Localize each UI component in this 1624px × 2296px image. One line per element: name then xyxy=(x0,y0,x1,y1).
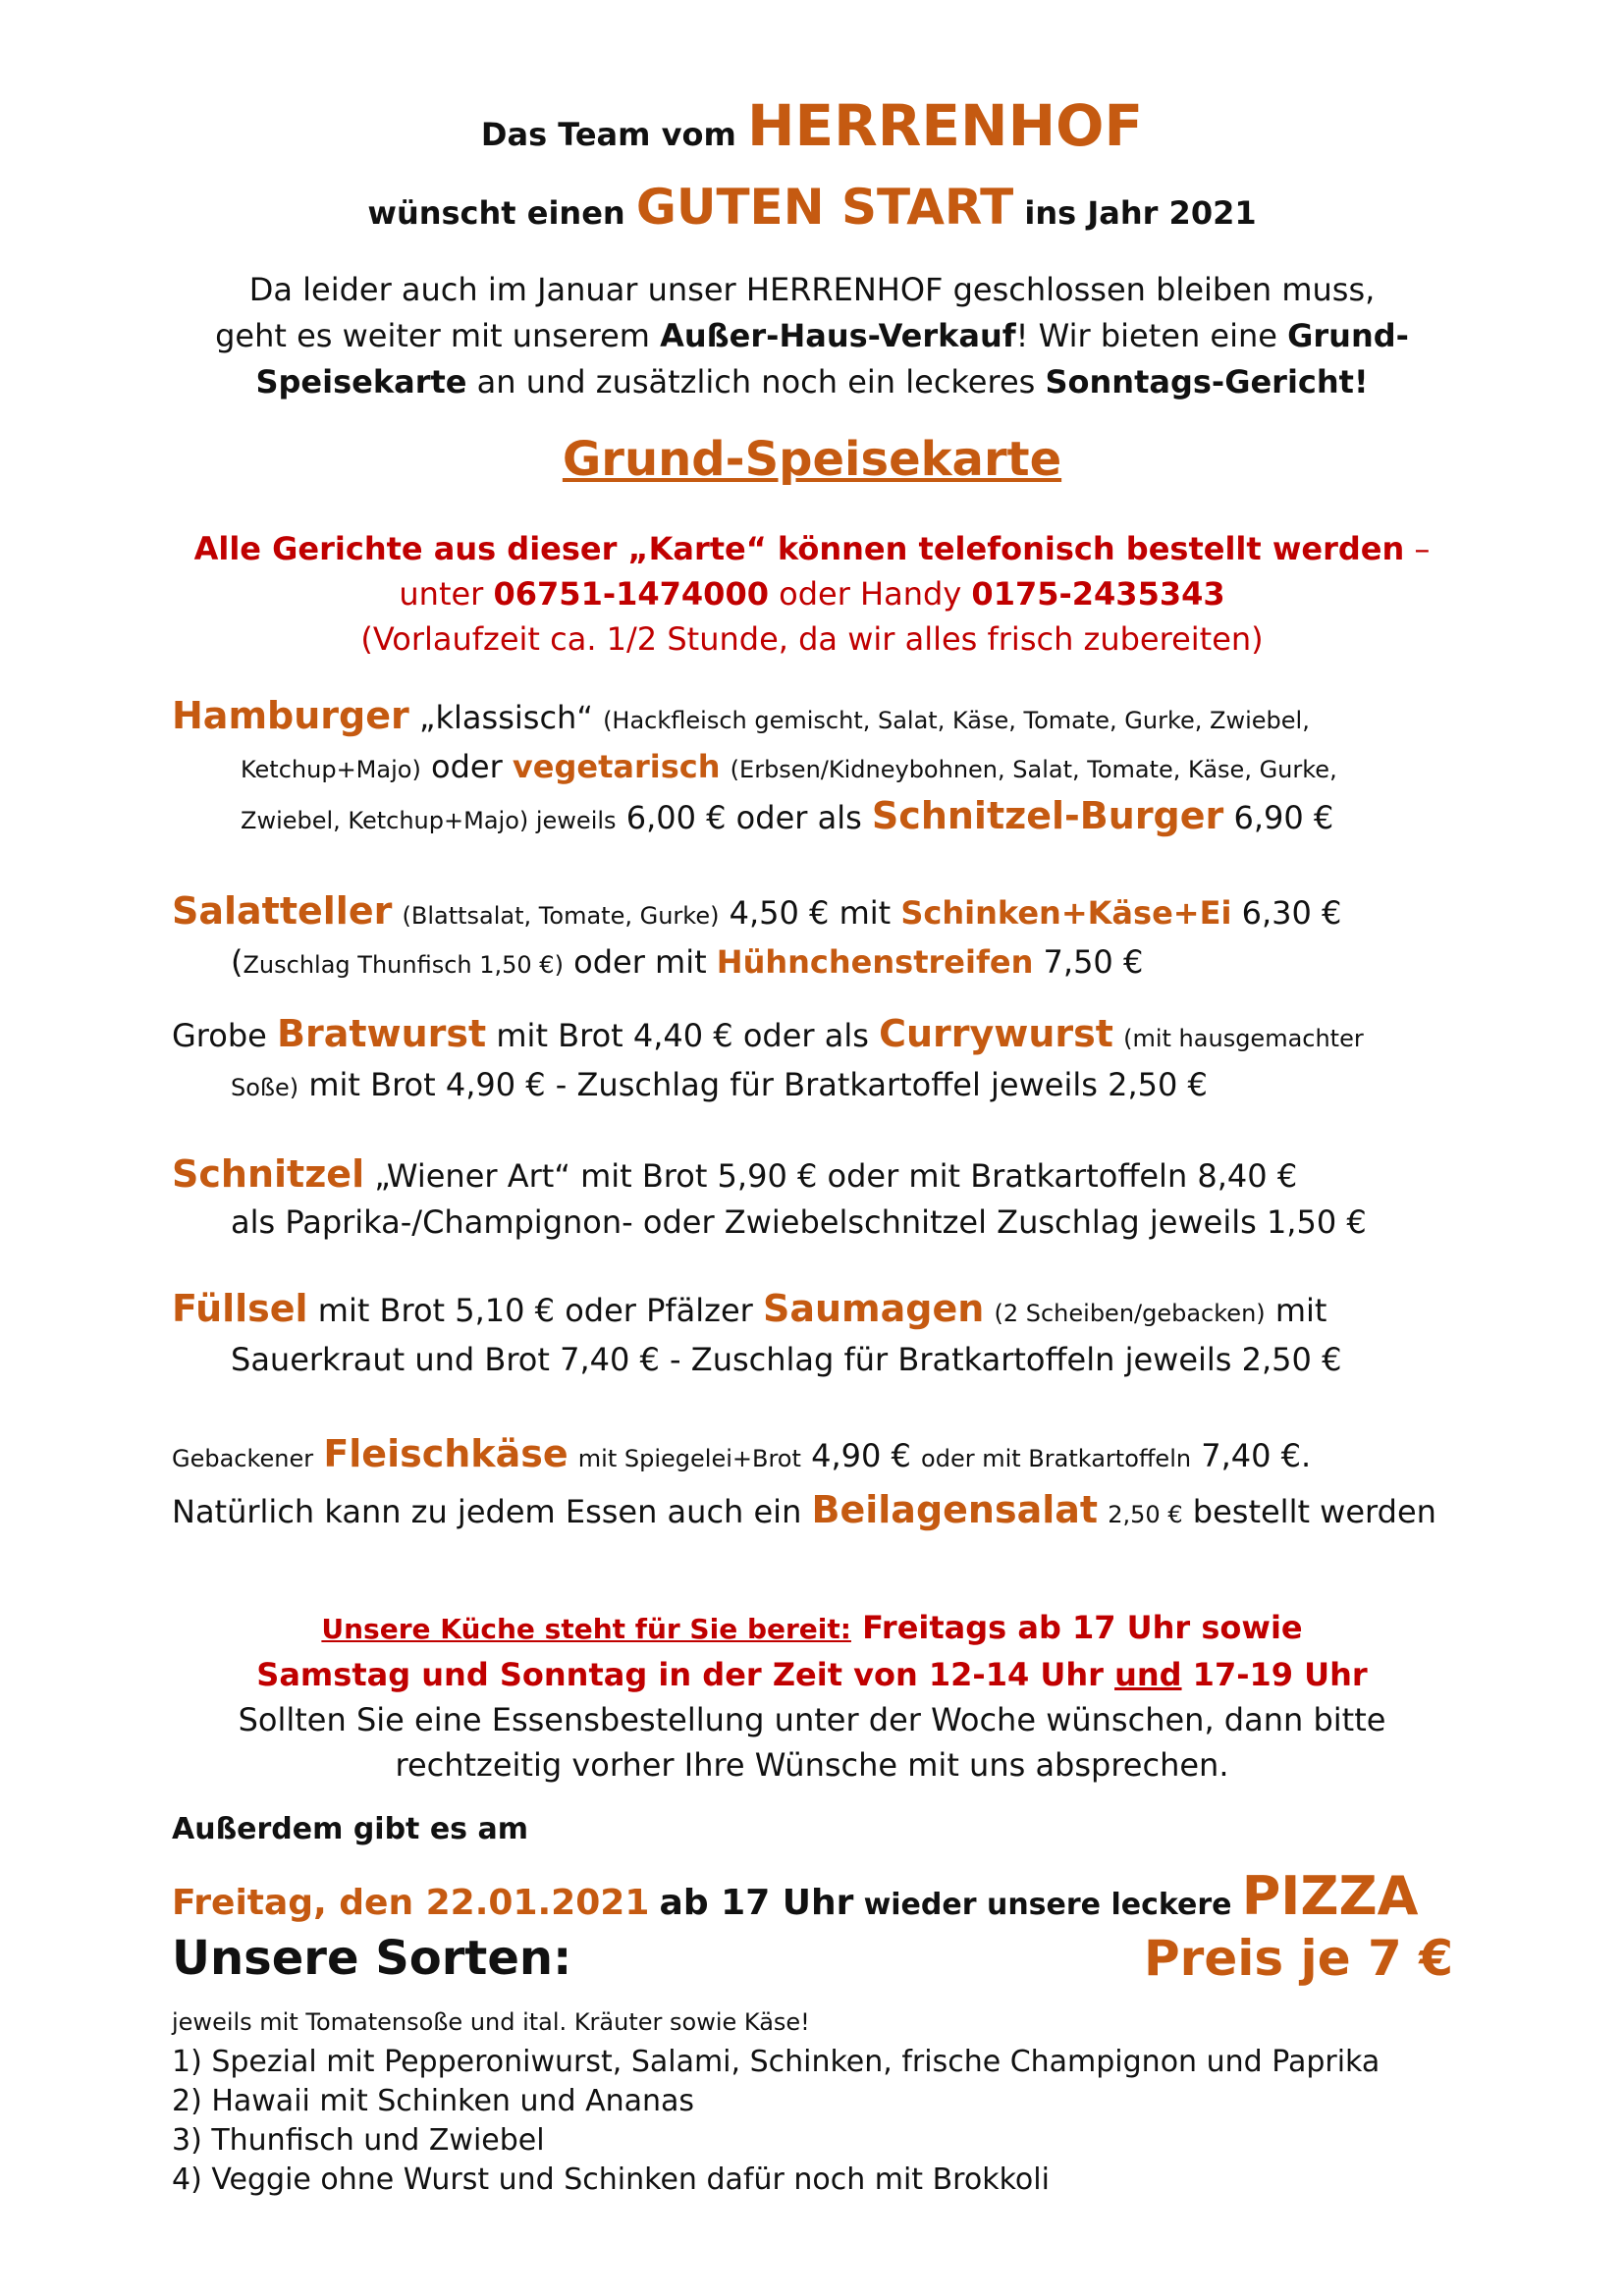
item-detail: 2,50 € xyxy=(1108,1501,1183,1528)
item-line: als Paprika-/Champignon- oder Zwiebelschnitzel Zuschlag jeweils 1,50 € xyxy=(231,1203,1367,1241)
item-detail: Ketchup+Majo) xyxy=(241,756,421,783)
item-name: Hamburger xyxy=(172,694,409,737)
pizza-sorts-title: Unsere Sorten: xyxy=(172,1931,572,1986)
hours-line-2 xyxy=(0,1652,1624,1697)
hours-line-1 xyxy=(0,1605,1624,1652)
pizza-item: 2) Hawaii mit Schinken und Ananas xyxy=(172,2084,695,2118)
order-text: Alle Gerichte aus dieser „Karte“ können telefonisch bestellt werden xyxy=(193,530,1405,567)
greeting-post: ins Jahr 2021 xyxy=(1024,194,1257,232)
item-price: 6,90 € xyxy=(1233,799,1334,836)
pizza-list xyxy=(172,2043,1507,2200)
item-name: Fleischkäse xyxy=(323,1432,568,1475)
intro-bold: Sonntags-Gericht! xyxy=(1045,363,1369,400)
pizza-text: wieder unsere leckere xyxy=(863,1888,1232,1922)
item-line xyxy=(172,1062,1488,1111)
mobile-number: 0175-2435343 xyxy=(971,575,1225,613)
menu-item-bratwurst xyxy=(172,1011,1488,1111)
item-price: 6,30 € xyxy=(1241,894,1342,932)
item-text: oder mit xyxy=(573,943,707,981)
item-text: „klassisch“ xyxy=(418,699,593,736)
header-pre: Das Team vom xyxy=(480,116,736,153)
item-detail: Soße) xyxy=(231,1074,299,1101)
intro-bold: Außer-Haus-Verkauf xyxy=(660,317,1016,354)
pizza-section xyxy=(172,1806,1507,2200)
restaurant-name: HERRENHOF xyxy=(746,92,1144,159)
item-detail: (2 Scheiben/gebacken) xyxy=(994,1300,1266,1327)
item-line: Sauerkraut und Brot 7,40 € - Zuschlag für Bratkartoffeln jeweils 2,50 € xyxy=(231,1341,1342,1378)
intro xyxy=(0,267,1624,405)
order-dash: – xyxy=(1414,530,1431,567)
menu-title-wrap xyxy=(0,432,1624,487)
item-price: mit Brot 5,10 € oder Pfälzer xyxy=(317,1292,753,1329)
pizza-item: 1) Spezial mit Pepperoniwurst, Salami, Schinken, frische Champignon und Paprika xyxy=(172,2045,1380,2079)
item-price: 4,50 € mit xyxy=(729,894,892,932)
menu-item-hamburger xyxy=(172,693,1488,844)
intro-line-1: Da leider auch im Januar unser HERRENHOF geschlossen bleiben muss, xyxy=(248,271,1376,308)
item-name: Bratwurst xyxy=(277,1012,487,1055)
order-text: unter xyxy=(399,575,484,613)
intro-line-3 xyxy=(0,359,1624,405)
intro-line-2 xyxy=(0,313,1624,359)
item-detail: Zwiebel, Ketchup+Majo) jeweils xyxy=(241,807,617,834)
item-price: 6,00 € oder als xyxy=(625,799,862,836)
item-highlight: vegetarisch xyxy=(512,748,721,785)
item-line xyxy=(172,939,1488,988)
item-text: oder xyxy=(430,748,503,785)
item-detail: Gebackener xyxy=(172,1445,314,1472)
hours-note: Sollten Sie eine Essensbestellung unter der Woche wünschen, dann bitte xyxy=(238,1701,1386,1738)
intro-text: ! Wir bieten eine xyxy=(1015,317,1277,354)
hours-text: Freitags ab 17 Uhr sowie xyxy=(862,1609,1303,1646)
pizza-note: jeweils mit Tomatensoße und ital. Kräuter sowie Käse! xyxy=(172,2008,810,2036)
intro-text: geht es weiter mit unserem xyxy=(215,317,650,354)
item-text: ( xyxy=(231,943,244,981)
item-detail: mit Spiegelei+Brot xyxy=(577,1445,801,1472)
item-highlight: Currywurst xyxy=(879,1012,1113,1055)
item-detail: (mit hausgemachter xyxy=(1123,1025,1364,1052)
order-info xyxy=(0,526,1624,662)
item-detail: (Hackfleisch gemischt, Salat, Käse, Tomate, Gurke, Zwiebel, xyxy=(603,707,1310,734)
menu-item-schnitzel xyxy=(172,1151,1488,1246)
item-price: 7,40 €. xyxy=(1201,1437,1312,1474)
item-detail: oder mit Bratkartoffeln xyxy=(921,1445,1192,1472)
item-price: „Wiener Art“ mit Brot 5,90 € oder mit Bratkartoffeln 8,40 € xyxy=(374,1157,1298,1195)
pizza-header-row xyxy=(172,1930,1507,2002)
hours-text: Samstag und Sonntag in der Zeit von 12-14 Uhr xyxy=(256,1656,1104,1693)
order-line-1 xyxy=(0,526,1624,571)
intro-bold: Grund- xyxy=(1287,317,1409,354)
order-text: oder Handy xyxy=(779,575,962,613)
menu-item-fuellsel xyxy=(172,1286,1488,1383)
greeting-highlight: GUTEN START xyxy=(635,179,1014,236)
pizza-item: 3) Thunfisch und Zwiebel xyxy=(172,2123,545,2158)
item-name: Füllsel xyxy=(172,1287,308,1330)
intro-text: an und zusätzlich noch ein leckeres xyxy=(476,363,1036,400)
order-line-2 xyxy=(0,571,1624,616)
item-highlight: Saumagen xyxy=(762,1287,985,1330)
kitchen-hours xyxy=(0,1605,1624,1788)
item-text: Natürlich kann zu jedem Essen auch ein xyxy=(172,1493,802,1530)
item-price: 7,50 € xyxy=(1043,943,1144,981)
item-highlight: Beilagensalat xyxy=(811,1488,1099,1531)
item-highlight: Schinken+Käse+Ei xyxy=(900,894,1232,932)
hours-label: Unsere Küche steht für Sie bereit: xyxy=(321,1613,851,1645)
order-line-3: (Vorlaufzeit ca. 1/2 Stunde, da wir alles frisch zubereiten) xyxy=(360,620,1264,658)
intro-bold: Speisekarte xyxy=(255,363,467,400)
pizza-time: ab 17 Uhr xyxy=(659,1883,854,1923)
hours-text: und xyxy=(1114,1656,1182,1693)
item-price: mit Brot 4,90 € - Zuschlag für Bratkartoffel jeweils 2,50 € xyxy=(308,1066,1208,1103)
menu-title: Grund-Speisekarte xyxy=(562,432,1062,487)
pizza-intro: Außerdem gibt es am xyxy=(172,1812,528,1846)
item-price: 4,90 € xyxy=(811,1437,911,1474)
item-text: mit xyxy=(1274,1292,1327,1329)
hours-note: rechtzeitig vorher Ihre Wünsche mit uns absprechen. xyxy=(395,1746,1229,1784)
item-text: Grobe xyxy=(172,1017,267,1054)
item-price: mit Brot 4,40 € oder als xyxy=(496,1017,869,1054)
pizza-price: Preis je 7 € xyxy=(1144,1930,1453,1987)
item-line xyxy=(172,744,1488,793)
menu-item-fleischkaese xyxy=(172,1428,1488,1540)
greeting-pre: wünscht einen xyxy=(367,194,625,232)
item-highlight: Schnitzel-Burger xyxy=(871,794,1224,837)
item-line xyxy=(172,793,1488,844)
item-detail: Zuschlag Thunfisch 1,50 €) xyxy=(243,951,564,979)
item-detail: (Erbsen/Kidneybohnen, Salat, Tomate, Käse, Gurke, xyxy=(730,756,1337,783)
item-name: Salatteller xyxy=(172,889,393,933)
item-text: bestellt werden xyxy=(1192,1493,1436,1530)
pizza-date: Freitag, den 22.01.2021 xyxy=(172,1883,650,1923)
phone-number: 06751-1474000 xyxy=(493,575,769,613)
hours-text: 17-19 Uhr xyxy=(1192,1656,1368,1693)
item-highlight: Hühnchenstreifen xyxy=(716,943,1034,981)
pizza-date-line xyxy=(172,1867,1507,1935)
pizza-item: 4) Veggie ohne Wurst und Schinken dafür noch mit Brokkoli xyxy=(172,2163,1050,2197)
header xyxy=(0,90,1624,250)
item-detail: (Blattsalat, Tomate, Gurke) xyxy=(402,902,720,930)
item-name: Schnitzel xyxy=(172,1152,365,1196)
pizza-heading: PIZZA xyxy=(1241,1865,1419,1927)
menu-item-salatteller xyxy=(172,888,1488,988)
